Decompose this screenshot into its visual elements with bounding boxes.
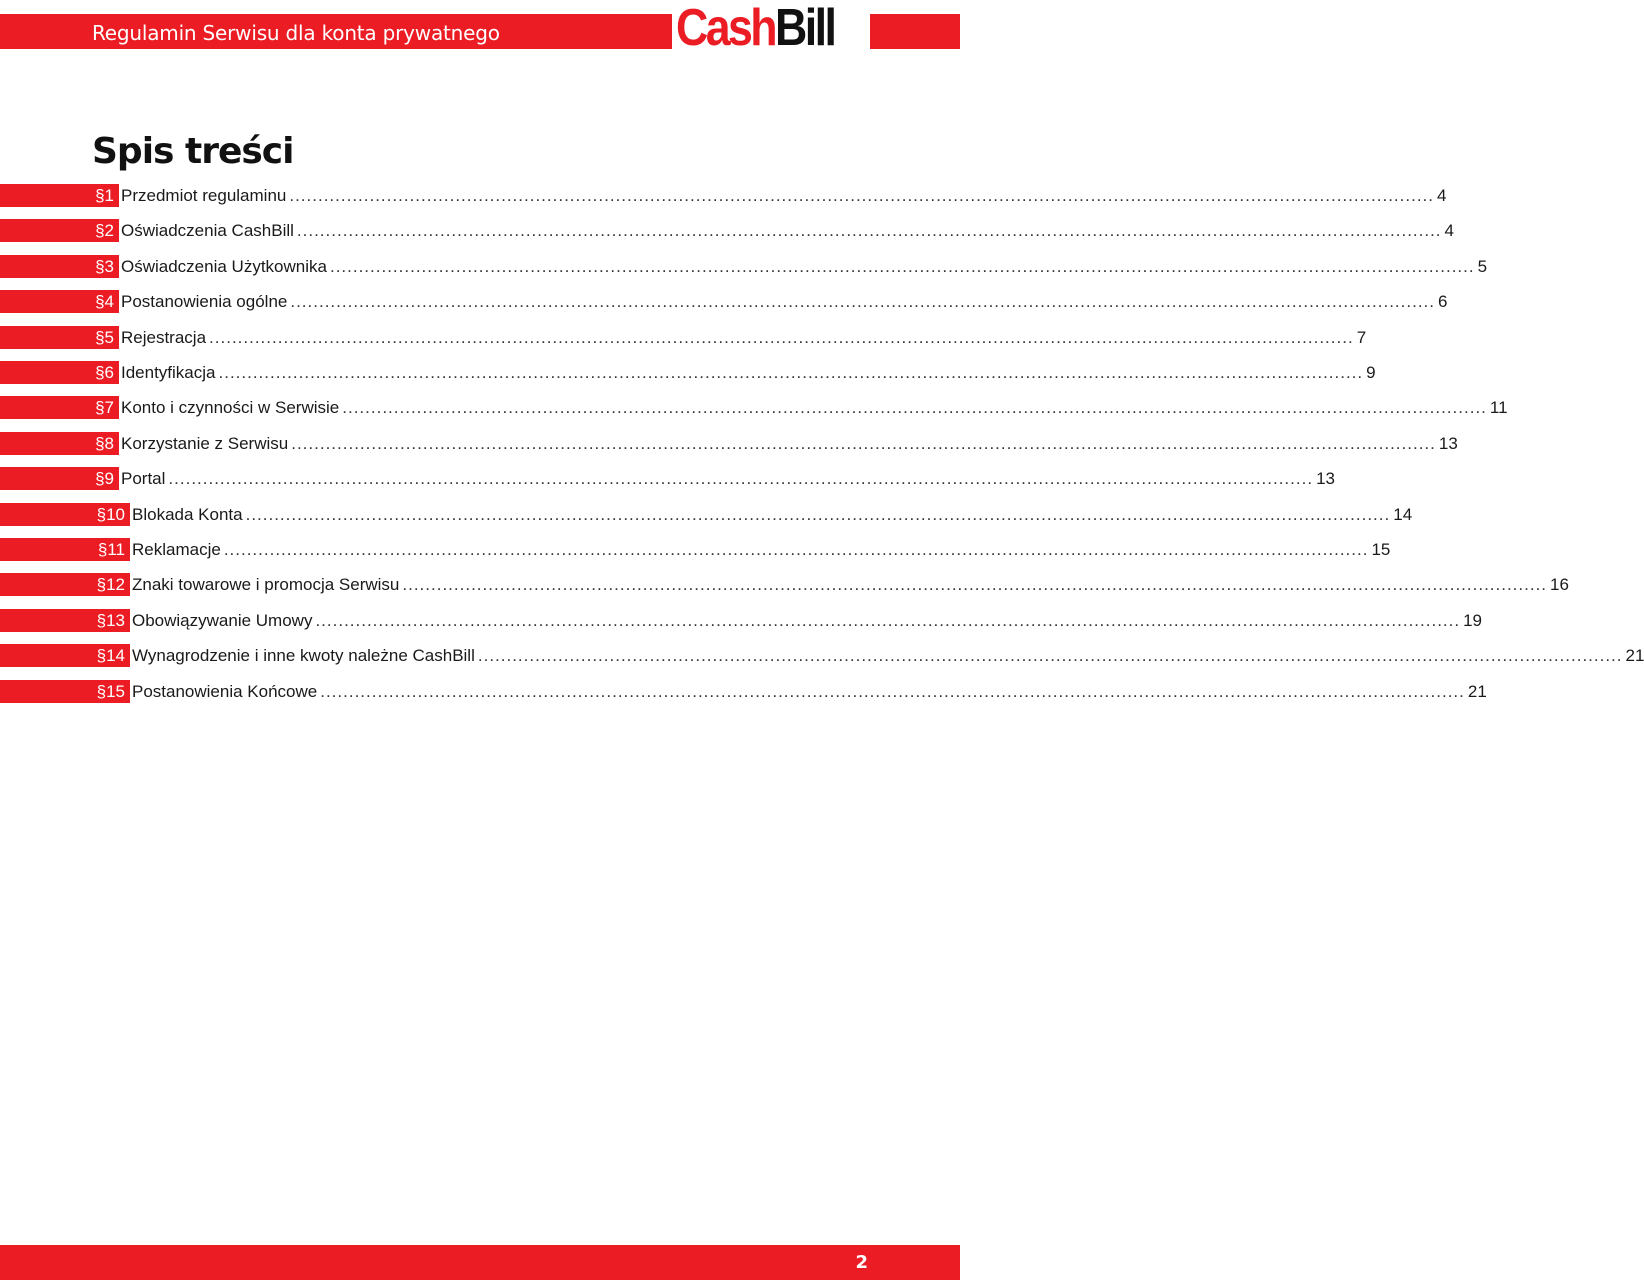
- toc-entry-label: Identyfikacja: [121, 363, 216, 382]
- toc-page-number: 4: [1437, 186, 1447, 205]
- toc-entry-body: [132, 538, 1391, 561]
- toc-entry-label: Reklamacje: [132, 540, 221, 559]
- toc-dot-leader: ........................................................................................................................................................................................................: [209, 327, 1354, 347]
- toc-dot-leader: ........................................................................................................................................................................................................: [290, 292, 1435, 312]
- document-title: Regulamin Serwisu dla konta prywatnego: [92, 21, 500, 45]
- toc-entry-body: [132, 609, 1483, 632]
- toc-entry-body: [132, 680, 1487, 703]
- toc-page-number: 16: [1550, 575, 1569, 595]
- toc-entry-body: [121, 396, 1508, 419]
- toc-page-number: 13: [1316, 469, 1335, 489]
- toc-entry-body: [121, 219, 1455, 242]
- toc-entry[interactable]: [0, 326, 1367, 349]
- toc-entry-body: [121, 184, 1447, 207]
- toc-entry-body: [121, 255, 1488, 278]
- toc-dot-leader: ........................................................................................................................................................................................................: [218, 363, 1364, 382]
- toc-entry-label: Oświadczenia CashBill: [121, 221, 294, 241]
- toc-entry-body: [132, 644, 1644, 667]
- toc-page-number: 7: [1356, 327, 1367, 347]
- toc-entry-label: Postanowienia Końcowe: [132, 681, 318, 701]
- toc-entry[interactable]: [0, 432, 1458, 455]
- toc-entry-body: [121, 467, 1335, 490]
- toc-heading: Spis treści: [92, 131, 294, 172]
- toc-entry[interactable]: [0, 290, 1448, 313]
- toc-dot-leader: ........................................................................................................................................................................................................: [291, 433, 1436, 453]
- toc-entry-label: Postanowienia ogólne: [121, 292, 288, 312]
- toc-section-number: §7: [0, 396, 119, 419]
- toc-section-number: §4: [0, 290, 119, 313]
- toc-entry-label: Obowiązywanie Umowy: [132, 610, 313, 630]
- toc-page-number: 19: [1463, 610, 1483, 630]
- toc-entry[interactable]: [0, 255, 1488, 278]
- toc-entry[interactable]: [0, 396, 1508, 419]
- toc-entry[interactable]: [0, 609, 1483, 632]
- toc-entry-label: Oświadczenia Użytkownika: [121, 256, 327, 276]
- footer-bar: [0, 1245, 960, 1280]
- toc-entry-label: Portal: [121, 469, 166, 489]
- toc-entry-label: Korzystanie z Serwisu: [121, 433, 289, 453]
- toc-entry-label: Wynagrodzenie i inne kwoty należne CashBill: [132, 646, 475, 666]
- toc-dot-leader: ........................................................................................................................................................................................................: [402, 575, 1548, 595]
- toc-section-number: §11: [0, 538, 130, 561]
- toc-section-number: §14: [0, 644, 130, 667]
- toc-section-number: §1: [0, 184, 119, 207]
- toc-entry[interactable]: [0, 538, 1391, 561]
- toc-dot-leader: ........................................................................................................................................................................................................: [320, 681, 1465, 701]
- page-number: 2: [855, 1252, 868, 1273]
- toc-dot-leader: ........................................................................................................................................................................................................: [329, 256, 1475, 276]
- toc-section-number: §12: [0, 573, 130, 596]
- toc-page-number: 13: [1438, 433, 1458, 453]
- toc-entry-body: [121, 290, 1448, 313]
- toc-dot-leader: ........................................................................................................................................................................................................: [315, 610, 1461, 630]
- toc-section-number: §6: [0, 361, 119, 384]
- toc-section-number: §9: [0, 467, 119, 490]
- toc-entry[interactable]: [0, 644, 1644, 667]
- toc-entry[interactable]: [0, 184, 1447, 207]
- toc-dot-leader: ........................................................................................................................................................................................................: [223, 540, 1369, 559]
- toc-entry[interactable]: [0, 680, 1487, 703]
- toc-page-number: 21: [1467, 681, 1487, 701]
- toc-dot-leader: ........................................................................................................................................................................................................: [245, 504, 1391, 524]
- toc-section-number: §15: [0, 680, 130, 703]
- toc-entry-body: [132, 573, 1569, 596]
- toc-dot-leader: ........................................................................................................................................................................................................: [296, 221, 1442, 241]
- toc-entry[interactable]: [0, 219, 1455, 242]
- toc-entry-label: Rejestracja: [121, 327, 207, 347]
- toc-entry-label: Blokada Konta: [132, 504, 243, 524]
- toc-section-number: §3: [0, 255, 119, 278]
- toc-section-number: §13: [0, 609, 130, 632]
- toc-entry-body: [121, 432, 1458, 455]
- cashbill-logo: [676, 0, 835, 57]
- toc-section-number: §8: [0, 432, 119, 455]
- toc-page-number: 15: [1371, 540, 1391, 559]
- toc-section-number: §5: [0, 326, 119, 349]
- toc-page-number: 21: [1625, 646, 1644, 666]
- toc-page-number: 9: [1366, 363, 1376, 382]
- logo-bill-text: Bill: [775, 0, 835, 57]
- toc-section-number: §2: [0, 219, 119, 242]
- toc-entry[interactable]: [0, 467, 1335, 490]
- toc-entry-label: Przedmiot regulaminu: [121, 186, 287, 205]
- toc-page-number: 11: [1489, 398, 1508, 418]
- toc-page-number: 4: [1444, 221, 1455, 241]
- toc-entry-body: [121, 361, 1376, 384]
- toc-entry-body: [132, 503, 1413, 526]
- toc-entry-body: [121, 326, 1367, 349]
- toc-entry-label: Konto i czynności w Serwisie: [121, 398, 340, 418]
- toc-dot-leader: ........................................................................................................................................................................................................: [289, 186, 1434, 205]
- toc-dot-leader: ........................................................................................................................................................................................................: [168, 469, 1314, 489]
- toc-page-number: 5: [1477, 256, 1488, 276]
- logo-cash-text: Cash: [676, 0, 776, 57]
- toc-entry[interactable]: [0, 503, 1413, 526]
- toc-page-number: 6: [1438, 292, 1448, 312]
- toc-entry-label: Znaki towarowe i promocja Serwisu: [132, 575, 400, 595]
- toc-entry[interactable]: [0, 573, 1569, 596]
- toc-dot-leader: ........................................................................................................................................................................................................: [342, 398, 1487, 418]
- toc-page-number: 14: [1393, 504, 1413, 524]
- toc-dot-leader: ........................................................................................................................................................................................................: [477, 646, 1623, 666]
- toc-entry[interactable]: [0, 361, 1376, 384]
- toc-section-number: §10: [0, 503, 130, 526]
